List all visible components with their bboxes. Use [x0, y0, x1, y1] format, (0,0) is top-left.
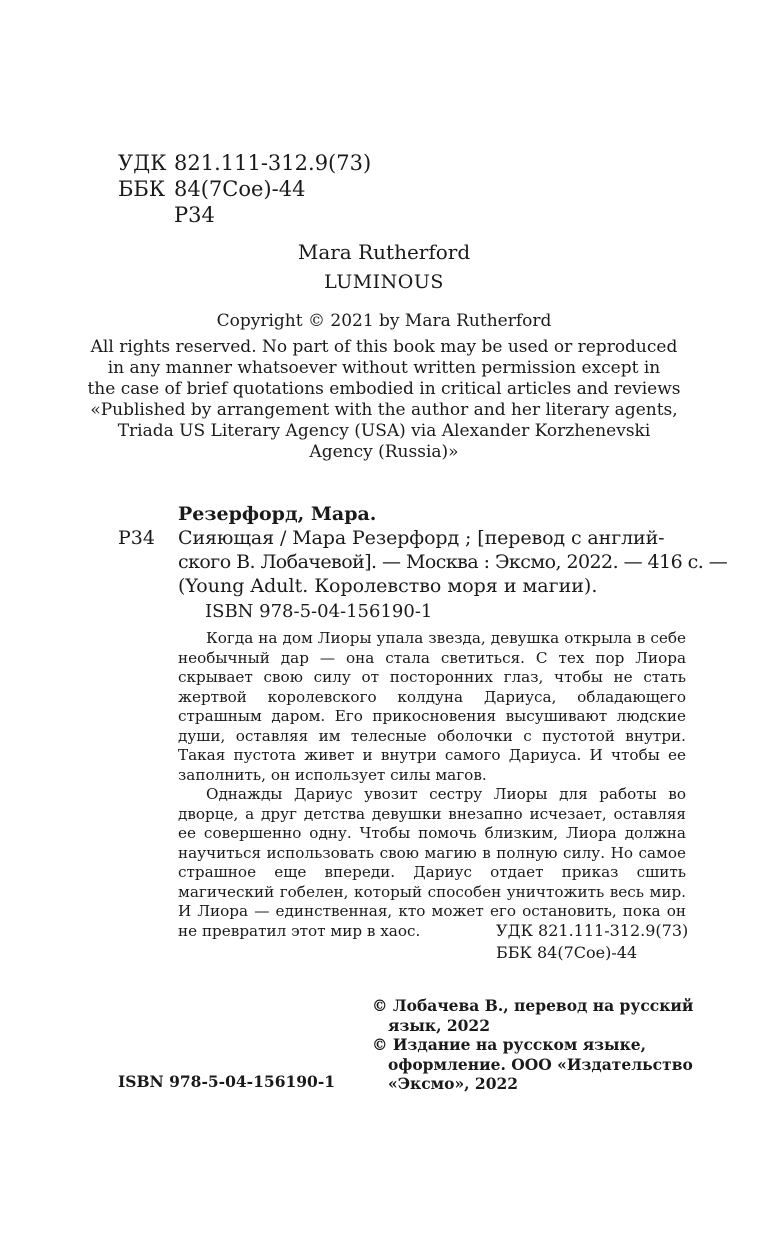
rights-line: «Published by arrangement with the author and her literary agents,: [90, 400, 678, 420]
small-bbk: ББК 84(7Сое)-44: [496, 943, 638, 962]
rights-notice: [0, 337, 768, 463]
rights-line: in any manner whatsoever without written permission except in: [107, 358, 661, 378]
isbn-bottom: ISBN 978-5-04-156190-1: [118, 1072, 336, 1091]
copyright-item: оформление. ООО «Издательство: [388, 1054, 693, 1074]
abstract-paragraph: Однажды Дариус увозит сестру Лиоры для работы во дворце, а друг детства девушки внезапно исчезает, оставляя ее совершенно одну. Чтобы помочь близким, Лиора должна научиться использовать свою магию в полную силу. Но самое страшное еще впереди. Дариус отдает приказ сшить магический гобелен, который способен уничтожить весь мир. И Лиора — единственная, кто может его остановить, пока он не превратил этот мир в хаос.: [178, 785, 686, 940]
classification-block: [118, 150, 371, 228]
bbk-row: [118, 176, 371, 202]
author-mark-row: [118, 202, 371, 228]
copyright-line: Copyright © 2021 by Mara Rutherford: [216, 311, 552, 331]
bbk-label: ББК: [118, 177, 166, 201]
udk-row: [118, 150, 371, 176]
small-udk: УДК 821.111-312.9(73): [496, 921, 689, 940]
bib-line: Сияющая / Мара Резерфорд ; [перевод с англий-: [178, 527, 665, 549]
rights-line: the case of brief quotations embodied in critical articles and reviews: [87, 379, 681, 399]
bib-line: ского В. Лобачевой]. — Москва : Эксмо, 2022. — 416 с. —: [178, 551, 728, 573]
bib-author: Резерфорд, Мара.: [178, 503, 377, 525]
copyright-item: «Эксмо», 2022: [388, 1074, 519, 1093]
bib-code: Р34: [118, 527, 155, 549]
udk-value: 821.111-312.9(73): [174, 151, 372, 175]
rights-line: Triada US Literary Agency (USA) via Alexander Korzhenevski: [117, 421, 651, 441]
bib-line: (Young Adult. Королевство моря и магии).: [178, 575, 598, 597]
copyright-list: [372, 996, 693, 1094]
bbk-value: 84(7Сое)-44: [174, 177, 306, 201]
abstract-paragraph: Когда на дом Лиоры упала звезда, девушка открыла в себе необычный дар — она стала светиться. С тех пор Лиора скрывает свою силу от посторонних глаз, чтобы не стать жертвой королевского колдуна Дариуса, обладающего страшным даром. Его прикосновения высушивают людские души, оставляя им телесные оболочки с пустотой внутри. Такая пустота живет и внутри самого Дариуса. И чтобы ее заполнить, он использует силы магов.: [178, 629, 686, 784]
copyright-item: язык, 2022: [388, 1015, 491, 1035]
copyright-item: © Лобачева В., перевод на русский: [372, 996, 694, 1015]
original-title: LUMINOUS: [324, 271, 444, 293]
copyright-item: © Издание на русском языке,: [372, 1035, 647, 1054]
udk-label: УДК: [118, 151, 167, 175]
author-mark: Р34: [174, 203, 215, 227]
rights-line: Agency (Russia)»: [309, 442, 459, 462]
isbn-main: ISBN 978-5-04-156190-1: [205, 601, 433, 622]
rights-line: All rights reserved. No part of this book may be used or reproduced: [90, 337, 678, 357]
abstract: [178, 629, 689, 941]
original-author: Mara Rutherford: [297, 240, 471, 264]
